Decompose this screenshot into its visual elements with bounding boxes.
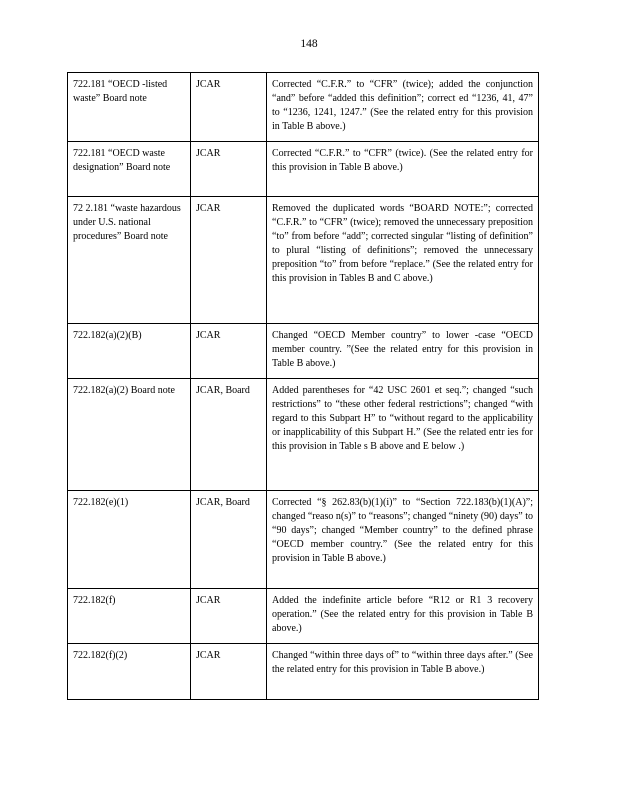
table-row <box>68 644 539 700</box>
changes-table <box>67 72 539 700</box>
table-row <box>68 142 539 197</box>
source-cell: JCAR <box>191 644 267 700</box>
provision-cell: 722.182(a)(2) Board note <box>68 379 191 491</box>
description-cell: Removed the duplicated words “BOARD NOTE:”; corrected “C.F.R.” to “CFR” (twice); removed the unnecessary preposition “to” from before “add”; corrected singular “listing of definition” to plural “listing of definitions”; removed the unnecessary preposition “to” from before “replace.” (See the related entry for this provision in Tables B and C above.) <box>267 197 539 324</box>
source-cell: JCAR <box>191 73 267 142</box>
source-cell: JCAR <box>191 197 267 324</box>
table-row <box>68 589 539 644</box>
description-cell: Corrected “C.F.R.” to “CFR” (twice). (See the related entry for this provision in Table B above.) <box>267 142 539 197</box>
source-cell: JCAR, Board <box>191 491 267 589</box>
changes-table-body <box>68 73 539 700</box>
source-cell: JCAR <box>191 324 267 379</box>
table-row <box>68 491 539 589</box>
source-cell: JCAR <box>191 142 267 197</box>
description-cell: Changed “OECD Member country” to lower -case “OECD member country. ”(See the related entry for this provision in Table B above.) <box>267 324 539 379</box>
table-row <box>68 324 539 379</box>
table-row <box>68 73 539 142</box>
source-cell: JCAR, Board <box>191 379 267 491</box>
description-cell: Added parentheses for “42 USC 2601 et seq.”; changed “such restrictions” to “these other federal restrictions”; changed “with regard to this Subpart H” to “without regard to the applicability or inapplicability of this Subpart H.” (See the related entr ies for this provision in Table s B above and E below .) <box>267 379 539 491</box>
table-row <box>68 379 539 491</box>
description-cell: Changed “within three days of” to “within three days after.” (See the related entry for this provision in Table B above.) <box>267 644 539 700</box>
description-cell: Corrected “C.F.R.” to “CFR” (twice); added the conjunction “and” before “added this definition”; correct ed “1236, 41, 47” to “1236, 1241, 1247.” (See the related entry for this provision in Table B above.) <box>267 73 539 142</box>
provision-cell: 722.181 “OECD waste designation” Board note <box>68 142 191 197</box>
description-cell: Corrected “§ 262.83(b)(1)(i)” to “Section 722.183(b)(1)(A)”; changed “reaso n(s)” to “reasons”; changed “ninety (90) days” to “90 days”; changed “Member country” to the defined phrase “OECD member country.” (See the related entry for this provision in Table B above.) <box>267 491 539 589</box>
provision-cell: 72 2.181 “waste hazardous under U.S. national procedures” Board note <box>68 197 191 324</box>
provision-cell: 722.181 “OECD -listed waste” Board note <box>68 73 191 142</box>
page-number: 148 <box>300 38 318 50</box>
provision-cell: 722.182(a)(2)(B) <box>68 324 191 379</box>
provision-cell: 722.182(e)(1) <box>68 491 191 589</box>
provision-cell: 722.182(f) <box>68 589 191 644</box>
source-cell: JCAR <box>191 589 267 644</box>
description-cell: Added the indefinite article before “R12 or R1 3 recovery operation.” (See the related entry for this provision in Table B above.) <box>267 589 539 644</box>
table-row <box>68 197 539 324</box>
provision-cell: 722.182(f)(2) <box>68 644 191 700</box>
